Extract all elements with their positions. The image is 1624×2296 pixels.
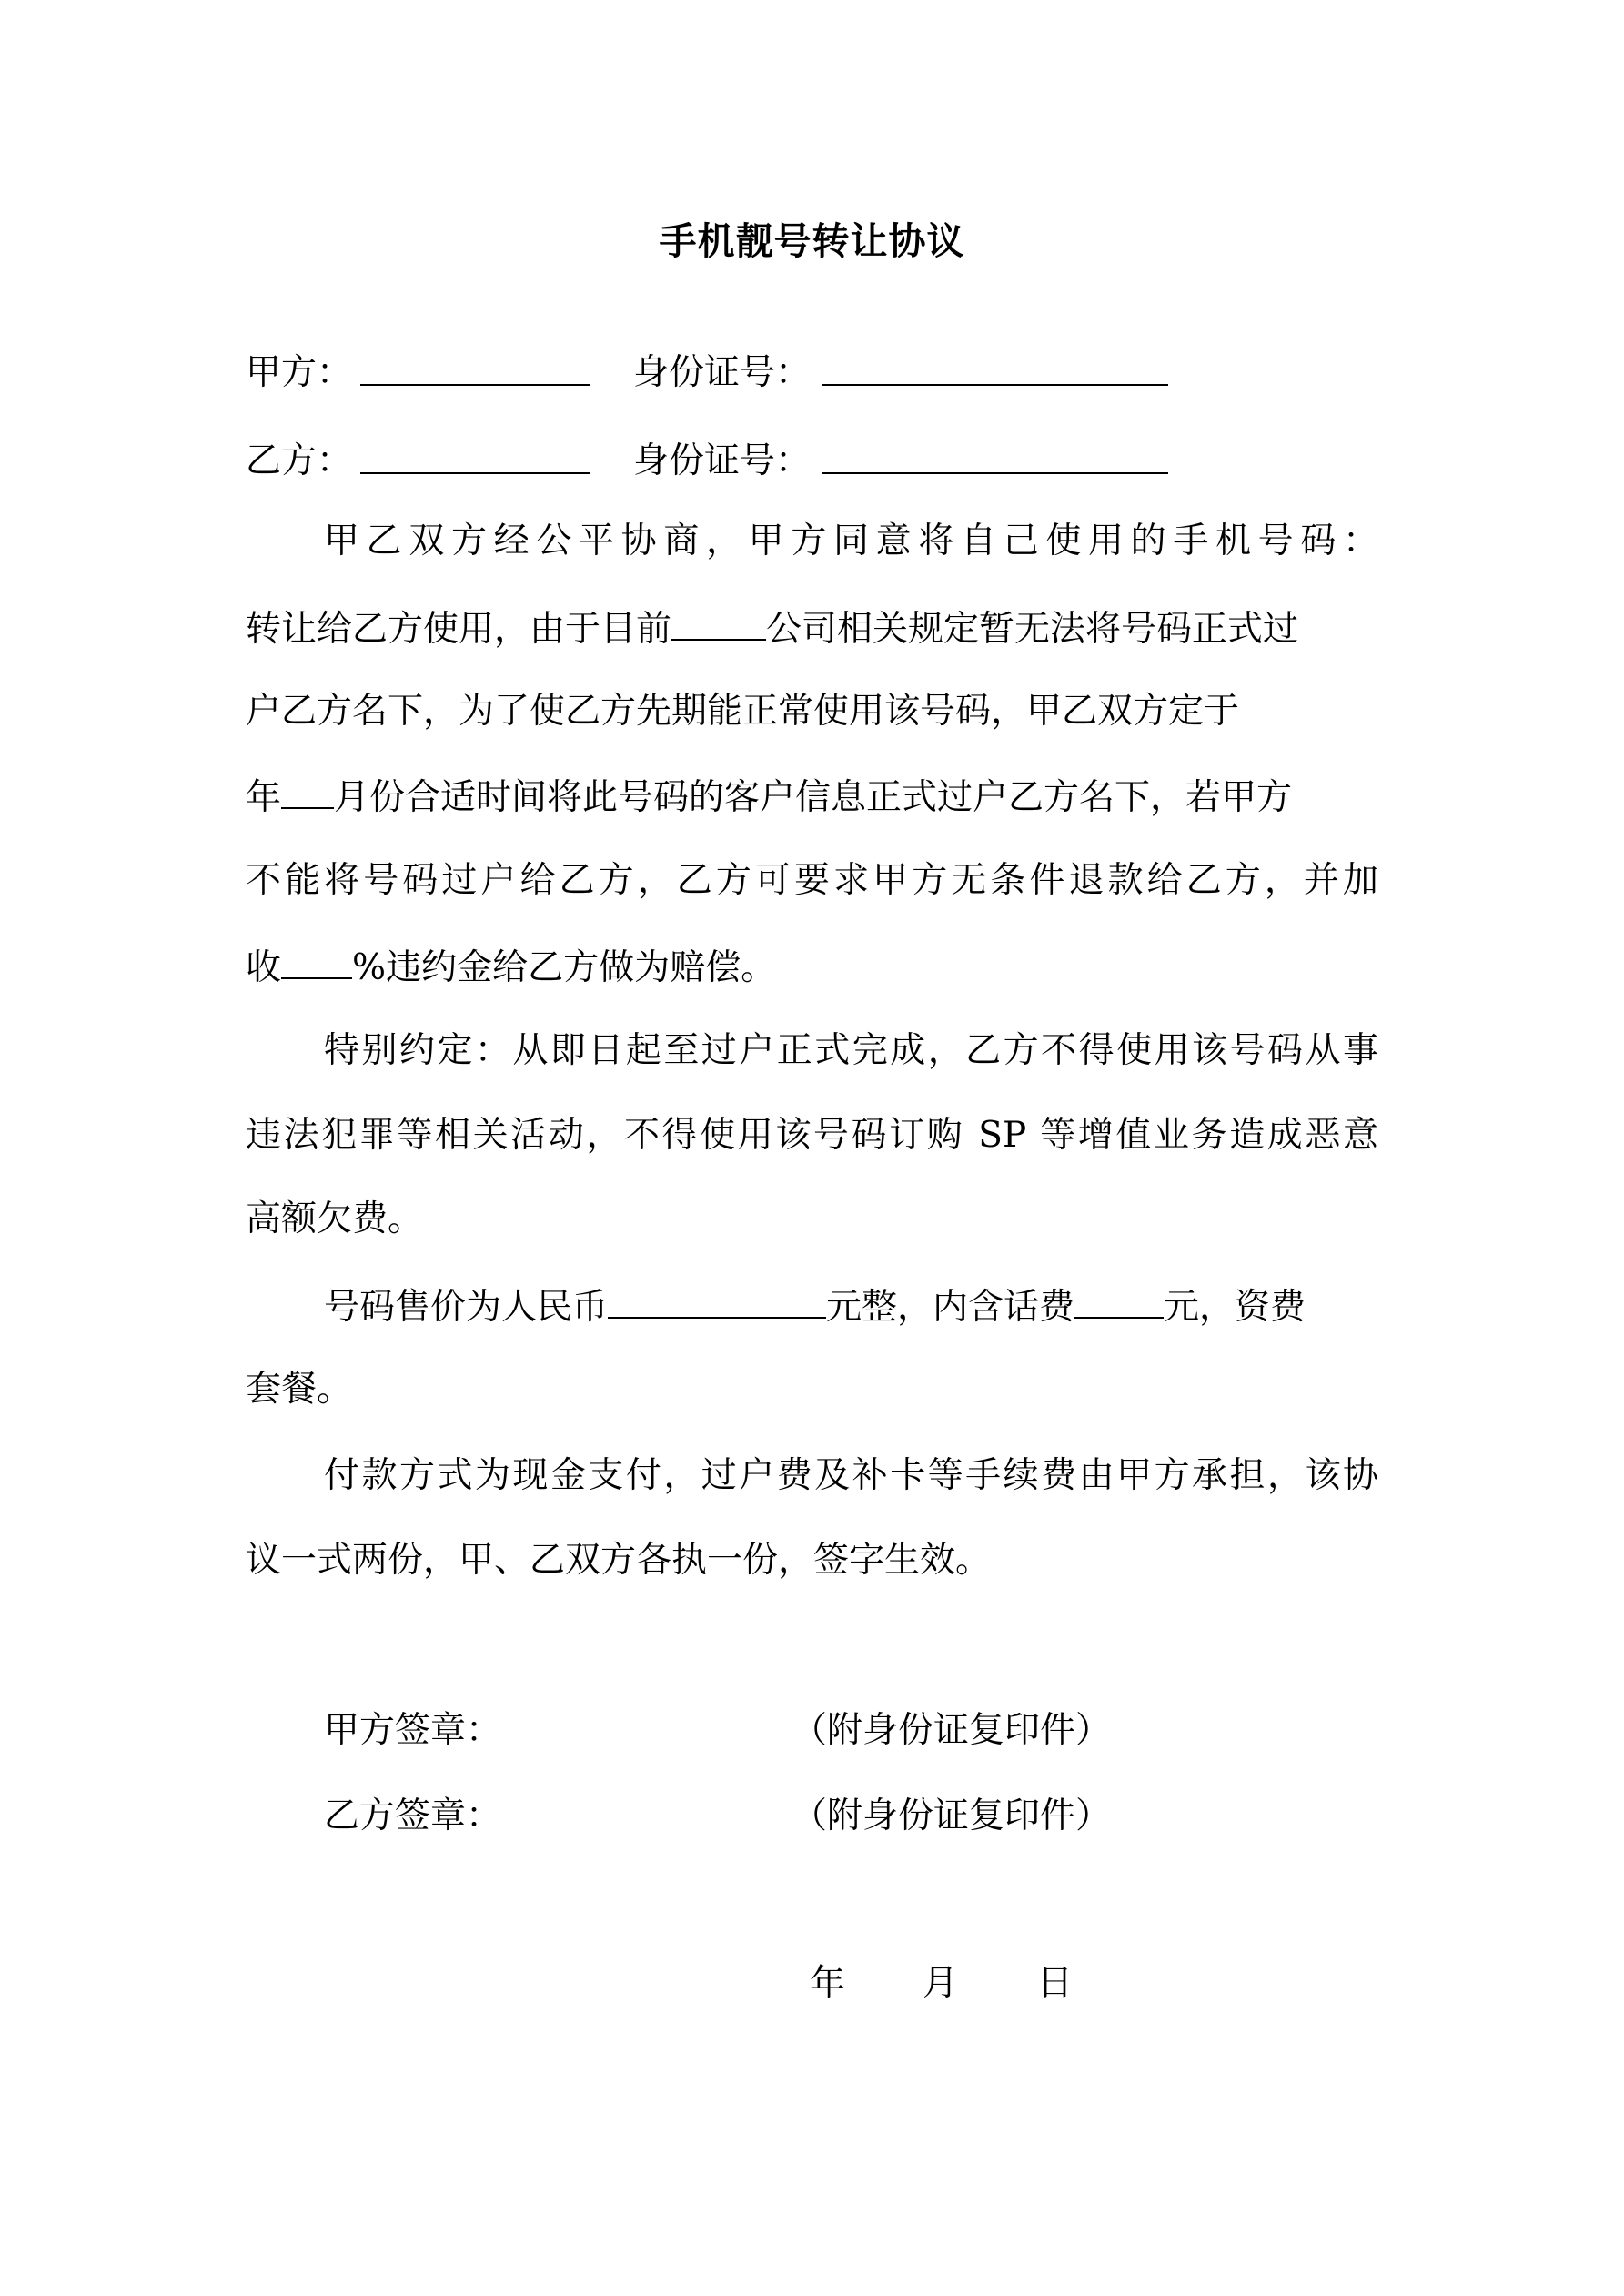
price-blank[interactable] [608,1279,826,1319]
para1-line5: 不能将号码过户给乙方，乙方可要求甲方无条件退款给乙方，并加 [246,860,1378,901]
party-a-signature-label: 甲方签章： [324,1710,502,1751]
para2-line2: 违法犯罪等相关活动，不得使用该号码订购 SP 等增值业务造成恶意 [246,1115,1378,1156]
para3-line1 [324,1279,1378,1335]
para1-line6 [246,939,1378,996]
date-year: 年 [810,1963,846,2004]
party-b-name-blank[interactable] [360,472,590,474]
para1-line4-text-b: 月份合适时间将此号码的客户信息正式过户乙方名下，若甲方 [334,777,1293,818]
para4-line1: 付款方式为现金支付，过户费及补卡等手续费由甲方承担，该协 [324,1455,1378,1496]
party-b-label: 乙方： [246,440,353,481]
para1-line2-text-b: 公司相关规定暂无法将号码正式过 [766,609,1299,650]
party-b-id-blank[interactable] [822,472,1168,474]
para1-line4 [246,769,1378,825]
para3-line1-text-c: 元，资费 [1164,1287,1306,1328]
para2-line1: 特别约定：从即日起至过户正式完成，乙方不得使用该号码从事 [324,1030,1378,1071]
agreement-document [246,0,1378,2296]
para3-line2: 套餐。 [246,1369,353,1410]
para3-line1-text-b: 元整，内含话费 [826,1287,1075,1328]
month-blank[interactable] [281,769,334,809]
party-a-id-copy-note: （附身份证复印件） [792,1710,1112,1751]
party-a-row [246,344,1378,399]
party-a-label: 甲方： [246,352,353,393]
para1-line6-text-b: %违约金给乙方做为赔偿。 [352,947,777,988]
document-title: 手机靓号转让协议 [659,219,965,263]
party-b-row [246,432,1378,487]
party-b-id-copy-note: （附身份证复印件） [792,1795,1112,1836]
party-b-id-label: 身份证号： [633,440,812,481]
para1-line4-text-a: 年 [246,777,282,818]
para1-line2-text-a: 转让给乙方使用，由于目前 [246,609,672,650]
para1-line2 [246,601,1378,657]
para4-line2: 议一式两份，甲、乙双方各执一份，签字生效。 [246,1540,992,1581]
company-blank[interactable] [671,601,766,641]
para1-line1: 甲乙双方经公平协商，甲方同意将自己使用的手机号码： [324,521,1378,561]
para3-line1-text-a: 号码售价为人民币 [324,1287,609,1328]
call-credit-blank[interactable] [1074,1279,1164,1319]
para1-line3: 户乙方名下，为了使乙方先期能正常使用该号码，甲乙双方定于 [246,691,1240,732]
para2-line3: 高额欠费。 [246,1199,424,1239]
date-month: 月 [923,1963,959,2004]
para1-line6-text-a: 收 [246,947,282,988]
party-a-name-blank[interactable] [360,384,590,386]
party-a-id-label: 身份证号： [633,352,812,393]
penalty-percent-blank[interactable] [281,939,352,979]
date-day: 日 [1037,1963,1074,2004]
party-a-id-blank[interactable] [822,384,1168,386]
party-b-signature-label: 乙方签章： [324,1795,502,1836]
